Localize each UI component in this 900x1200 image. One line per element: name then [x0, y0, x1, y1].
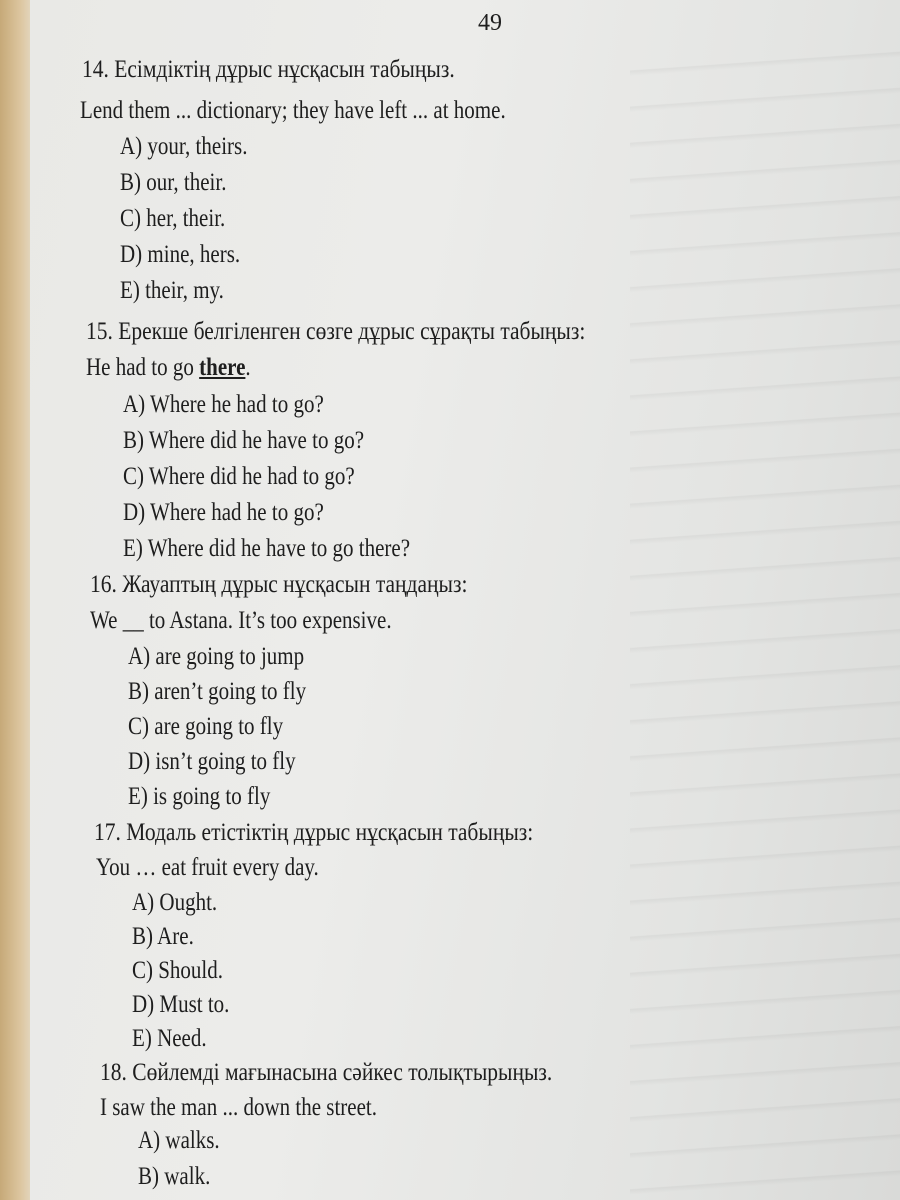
- question-18-prompt: I saw the man ... down the street.: [100, 1094, 378, 1121]
- question-15-option-c: C) Where did he had to go?: [123, 463, 355, 490]
- question-16-option-a: A) are going to jump: [128, 643, 305, 670]
- question-16-option-e: E) is going to fly: [128, 783, 271, 810]
- question-18-option-a: A) walks.: [138, 1127, 220, 1154]
- question-17-option-c: C) Should.: [132, 957, 224, 984]
- question-16-heading: 16. Жауаптың дұрыс нұсқасын таңдаңыз:: [90, 571, 468, 598]
- question-16-prompt: We __ to Astana. It’s too expensive.: [90, 607, 392, 634]
- question-15-prompt-text: He had to go: [86, 354, 200, 381]
- question-16-option-c: C) are going to fly: [128, 713, 284, 740]
- question-15-heading: 15. Ерекше белгіленген сөзге дұрыс сұрақты табыңыз:: [86, 318, 586, 345]
- question-14-heading: 14. Есімдіктің дұрыс нұсқасын табыңыз.: [82, 56, 455, 83]
- question-17-prompt: You … eat fruit every day.: [96, 854, 319, 881]
- question-14-option-d: D) mine, hers.: [120, 241, 241, 268]
- question-14-option-c: C) her, their.: [120, 205, 226, 232]
- question-17-heading: 17. Модаль етістіктің дұрыс нұсқасын табыңыз:: [94, 819, 534, 846]
- question-17-option-e: E) Need.: [132, 1025, 207, 1052]
- question-15-prompt: [86, 353, 251, 383]
- question-15-option-a: A) Where he had to go?: [123, 391, 324, 418]
- question-17-option-b: B) Are.: [132, 923, 194, 950]
- question-14-option-a: A) your, theirs.: [120, 133, 248, 160]
- question-15-option-e: E) Where did he have to go there?: [123, 535, 411, 562]
- page-number: 49: [478, 10, 502, 36]
- question-17-option-d: D) Must to.: [132, 991, 230, 1018]
- question-14-prompt: Lend them ... dictionary; they have left ... at home.: [80, 97, 506, 124]
- question-18-option-b: B) walk.: [138, 1163, 211, 1190]
- question-15-option-b: B) Where did he have to go?: [123, 427, 365, 454]
- question-15-emphasized-word: there: [199, 354, 246, 381]
- question-18-heading: 18. Сөйлемді мағынасына сәйкес толықтырыңыз.: [100, 1059, 553, 1086]
- question-17-option-a: A) Ought.: [132, 889, 218, 916]
- question-15-option-d: D) Where had he to go?: [123, 499, 324, 526]
- bleed-through-text: [630, 40, 900, 1200]
- question-14-option-b: B) our, their.: [120, 169, 227, 196]
- question-16-option-b: B) aren’t going to fly: [128, 678, 307, 705]
- question-14-option-e: E) their, my.: [120, 277, 224, 304]
- question-15-prompt-end: .: [245, 354, 251, 381]
- question-16-option-d: D) isn’t going to fly: [128, 748, 296, 775]
